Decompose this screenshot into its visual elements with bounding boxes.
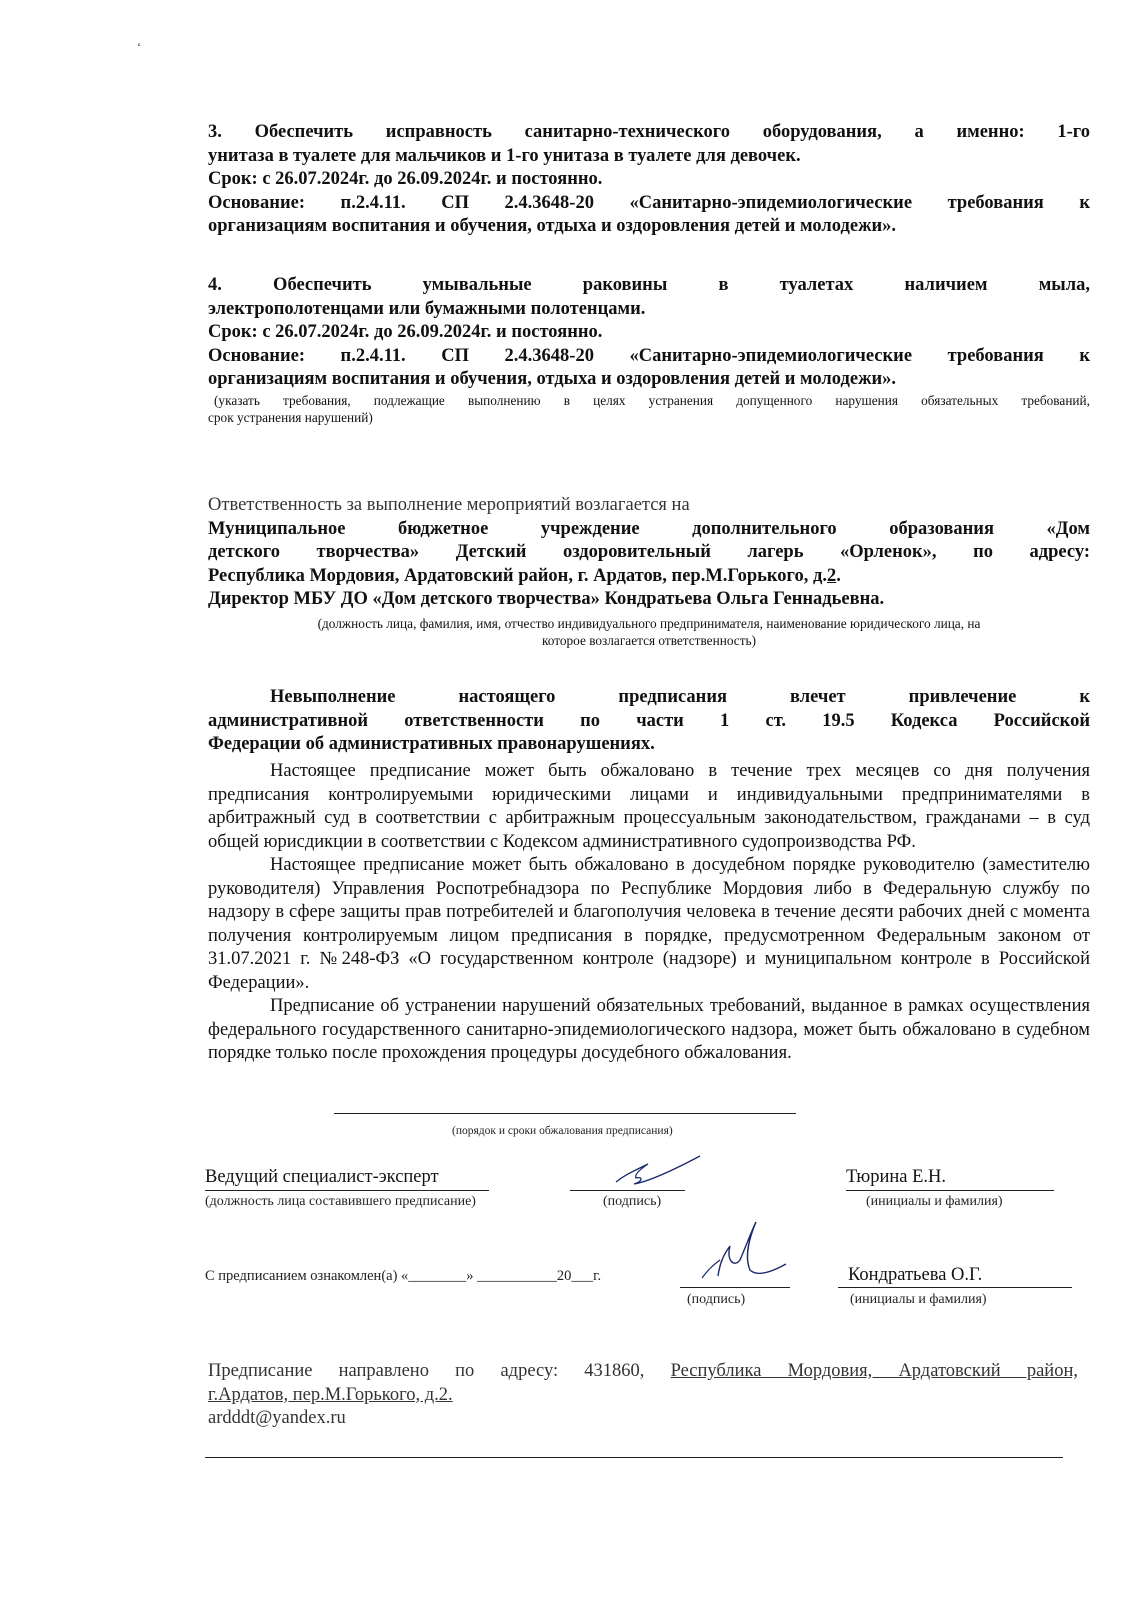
responsibility-note-line1: (должность лица, фамилия, имя, отчество индивидуального предпринимателя, наименование юридического лица, на bbox=[317, 615, 981, 631]
item-3-basis-line1: Основание: п.2.4.11. СП 2.4.3648-20 «Санитарно-эпидемиологические требования к bbox=[208, 192, 1090, 213]
noncompliance-section bbox=[208, 686, 1090, 757]
appeal-paragraph-2: Настоящее предписание может быть обжаловано в досудебном порядке руководителю (заместителю руководителя) Управления Роспотребнадзора по Республике Мордовия либо в Федеральную службу по надзору в сфере защиты прав потребителей и благополучия человека в течение десяти рабочих дней с момента получения контролируемым лицом предписания в порядке, предусмотренном Федеральным законом от 31.07.2021 г. №248-ФЗ «О государственном контроле (надзоре) и муниципальном контроле в Российской Федерации». bbox=[208, 855, 1090, 993]
scan-mark: ‘ bbox=[137, 40, 141, 54]
noncompliance-line3: Федерации об административных правонарушениях. bbox=[208, 734, 655, 754]
appeal-order-caption: (порядок и сроки обжалования предписания) bbox=[452, 1125, 673, 1137]
item-4-basis-line1: Основание: п.2.4.11. СП 2.4.3648-20 «Санитарно-эпидемиологические требования к bbox=[208, 345, 1090, 366]
noncompliance-line1: Невыполнение настоящего предписания влечет привлечение к bbox=[270, 687, 1090, 707]
responsibility-org-line2: детского творчества» Детский оздоровительный лагерь «Орленок», по адресу: bbox=[208, 542, 1090, 562]
item-4-deadline: Срок: с 26.07.2024г. до 26.09.2024г. и постоянно. bbox=[208, 322, 603, 342]
item-3-basis-line2: организациям воспитания и обучения, отдыха и оздоровления детей и молодежи». bbox=[208, 216, 897, 236]
responsibility-note-line2: которое возлагается ответственность) bbox=[541, 632, 757, 648]
responsibility-intro: Ответственность за выполнение мероприятий возлагается на bbox=[208, 495, 690, 515]
item-4-title-line1: 4. Обеспечить умывальные раковины в туалетах наличием мыла, bbox=[208, 275, 1090, 295]
appeal-order-line bbox=[334, 1113, 796, 1114]
address-section bbox=[208, 1360, 1078, 1431]
author-position: Ведущий специалист-эксперт bbox=[205, 1167, 439, 1187]
item-4-note-line2: срок устранения нарушений) bbox=[208, 409, 373, 425]
responsibility-director: Директор МБУ ДО «Дом детского творчества» Кондратьева Ольга Геннадьевна. bbox=[208, 589, 885, 609]
author-name-line bbox=[846, 1190, 1054, 1191]
recipient-name: Кондратьева О.Г. bbox=[848, 1265, 983, 1285]
author-name: Тюрина Е.Н. bbox=[846, 1167, 946, 1187]
item-4-title-line2: электрополотенцами или бумажными полотенцами. bbox=[208, 298, 646, 319]
appeal-section bbox=[208, 760, 1090, 1066]
footer-rule bbox=[205, 1457, 1063, 1458]
recipient-name-line bbox=[838, 1287, 1072, 1288]
item-4-basis-line2: организациям воспитания и обучения, отдыха и оздоровления детей и молодежи». bbox=[208, 369, 897, 389]
item-4-note-line1: (указать требования, подлежащие выполнению в целях устранения допущенного нарушения обязательных требований, bbox=[214, 392, 1090, 408]
item-3-title-line2: унитаза в туалете для мальчиков и 1-го унитаза в туалете для девочек. bbox=[208, 145, 801, 166]
recipient-signature-caption: (подпись) bbox=[687, 1292, 746, 1307]
address-line1: Предписание направлено по адресу: 431860, Республика Мордовия, Ардатовский район, bbox=[208, 1361, 1078, 1381]
recipient-name-caption: (инициалы и фамилия) bbox=[850, 1292, 987, 1307]
item-3 bbox=[208, 121, 1090, 239]
noncompliance-line2: административной ответственности по части 1 ст. 19.5 Кодекса Российской bbox=[208, 710, 1090, 731]
author-signature-caption: (подпись) bbox=[603, 1194, 662, 1209]
recipient-signature-line bbox=[680, 1287, 790, 1288]
address-line2: г.Ардатов, пер.М.Горького, д.2. bbox=[208, 1384, 453, 1405]
acknowledgement-label: С предписанием ознакомлен(а) «________» ___________20___г. bbox=[205, 1268, 602, 1284]
author-position-caption: (должность лица составившего предписание) bbox=[205, 1194, 476, 1209]
appeal-paragraph-1: Настоящее предписание может быть обжаловано в течение трех месяцев со дня получения предписания контролируемыми юридическими лицами и индивидуальными предпринимателями в арбитражный суд в соответствии с арбитражным процессуальным законодательством, гражданами – в суд общей юрисдикции в соответствии с Кодексом административного судопроизводства РФ. bbox=[208, 761, 1090, 852]
responsibility-org-line1: Муниципальное бюджетное учреждение дополнительного образования «Дом bbox=[208, 518, 1090, 539]
author-signature-image bbox=[596, 1152, 706, 1196]
author-name-caption: (инициалы и фамилия) bbox=[866, 1194, 1003, 1209]
responsibility-section bbox=[208, 494, 1090, 649]
recipient-signature-image bbox=[690, 1216, 790, 1282]
responsibility-org-line3: Республика Мордовия, Ардатовский район, г. Ардатов, пер.М.Горького, д.2. bbox=[208, 565, 841, 586]
item-4 bbox=[208, 274, 1090, 426]
item-3-deadline: Срок: с 26.07.2024г. до 26.09.2024г. и постоянно. bbox=[208, 169, 603, 189]
address-email: ardddt@yandex.ru bbox=[208, 1408, 346, 1428]
author-position-line bbox=[205, 1190, 489, 1191]
appeal-paragraph-3: Предписание об устранении нарушений обязательных требований, выданное в рамках осуществления федерального государственного санитарно-эпидемиологического надзора, может быть обжаловано в судебном порядке только после прохождения процедуры досудебного обжалования. bbox=[208, 996, 1090, 1063]
item-3-title-line1: 3. Обеспечить исправность санитарно-технического оборудования, а именно: 1-го bbox=[208, 122, 1090, 142]
